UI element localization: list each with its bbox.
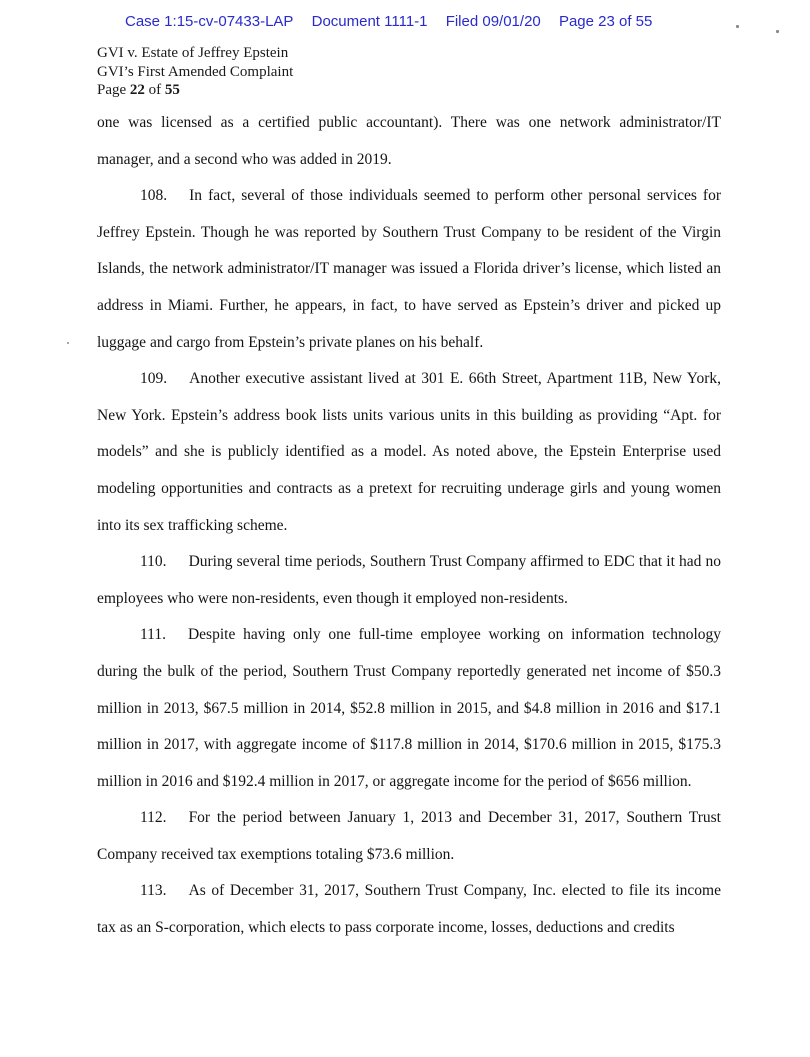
paragraph-113 — [97, 873, 721, 946]
paragraph-number: 108. — [140, 187, 168, 205]
stamp-document-number: Document 1111-1 — [311, 13, 428, 30]
court-filing-stamp — [125, 13, 652, 30]
paragraph-110 — [97, 544, 721, 617]
paragraph-text: During several time periods, Southern Trust Company affirmed to EDC that it had no employees who were non-residents, even though it employed non-residents. — [97, 553, 721, 607]
paragraph-number: 113. — [140, 882, 167, 900]
caption-document-title: GVI’s First Amended Complaint — [97, 63, 294, 80]
paragraph-111 — [97, 617, 721, 800]
scan-artifact-speck — [776, 30, 779, 33]
paragraph-text: In fact, several of those individuals seemed to perform other personal services for Jeffrey Epstein. Though he was reported by Southern Trust Company to be resident of the Virgin Islands, the network administrator/IT manager was issued a Florida driver’s license, which listed an address in Miami. Further, he appears, in fact, to have served as Epstein’s driver and picked up luggage and cargo from Epstein’s private planes on his behalf. — [97, 187, 721, 351]
caption-page-of: of — [144, 82, 165, 99]
paragraph-continuation — [97, 105, 721, 178]
paragraph-109 — [97, 361, 721, 544]
complaint-body-text — [97, 105, 721, 947]
stamp-case-number: Case 1:15-cv-07433-LAP — [125, 13, 294, 30]
caption-page-prefix: Page — [97, 82, 130, 99]
paragraph-text: As of December 31, 2017, Southern Trust Company, Inc. elected to file its income tax as an S-corporation, which elects to pass corporate income, losses, deductions and credits — [97, 882, 721, 937]
paragraph-number: 111. — [140, 626, 166, 644]
caption-case-title: GVI v. Estate of Jeffrey Epstein — [97, 45, 289, 61]
case-caption — [97, 44, 293, 100]
scan-artifact-speck — [67, 342, 69, 344]
stamp-page-number: Page 23 of 55 — [558, 13, 653, 30]
paragraph-text: one was licensed as a certified public accountant). There was one network administrator/IT manager, and a second who was added in 2019. — [97, 114, 721, 168]
paragraph-112 — [97, 800, 721, 873]
scan-artifact-speck — [736, 25, 739, 28]
caption-page-line — [97, 81, 293, 100]
paragraph-number: 112. — [140, 809, 167, 827]
paragraph-108 — [97, 178, 721, 361]
caption-page-total: 55 — [164, 82, 180, 99]
paragraph-text: Another executive assistant lived at 301 E. 66th Street, Apartment 11B, New York, New York. Epstein’s address book lists units various units in this building as providing “Apt. for models” and she is publicly identified as a model. As noted above, the Epstein Enterprise used modeling opportunities and contracts as a pretext for recruiting underage girls and young women into its sex trafficking scheme. — [97, 370, 721, 534]
stamp-filed-date: Filed 09/01/20 — [445, 13, 541, 30]
paragraph-text: Despite having only one full-time employee working on information technology during the bulk of the period, Southern Trust Company reportedly generated net income of $50.3 million in 2013, $67.5 million in 2014, $52.8 million in 2015, and $4.8 million in 2016 and $17.1 million in 2017, with aggregate income of $117.8 million in 2014, $170.6 million in 2015, $175.3 million in 2016 and $192.4 million in 2017, or aggregate income for the period of $656 million. — [97, 626, 721, 790]
paragraph-number: 109. — [140, 370, 168, 388]
caption-page-number: 22 — [129, 82, 145, 99]
paragraph-number: 110. — [140, 553, 167, 571]
paragraph-text: For the period between January 1, 2013 and December 31, 2017, Southern Trust Company received tax exemptions totaling $73.6 million. — [97, 809, 721, 863]
